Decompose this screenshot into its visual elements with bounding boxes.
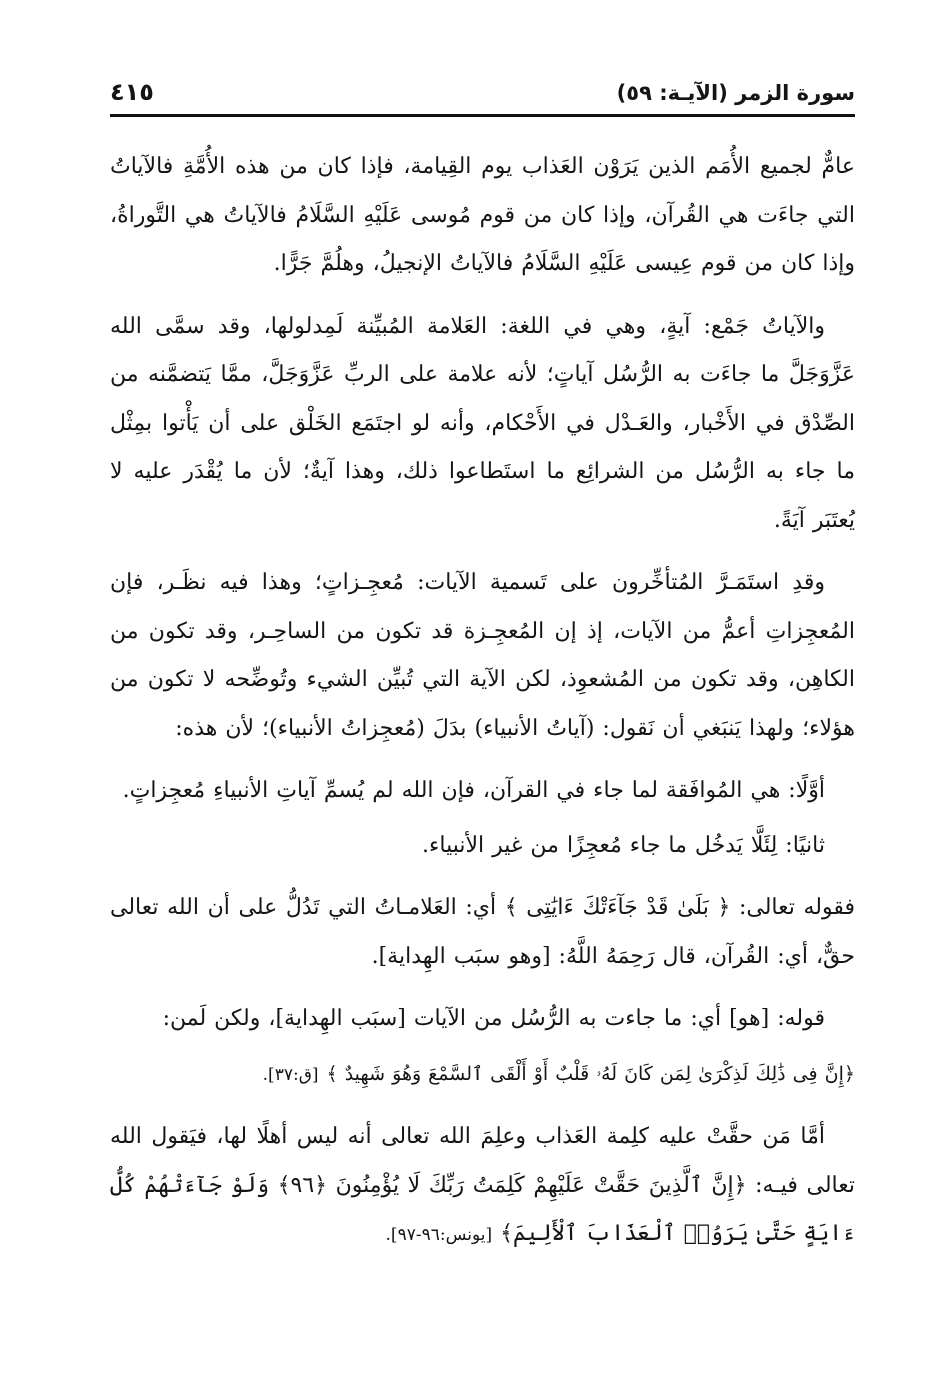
paragraph-last-text: أمَّا مَن حقَّتْ عليه كلِمة العَذاب وعلِمَ الله تعالى أنه ليس أهلًا لها، فيَقول الله تعالى فيـه: ﴿إِنَّ ٱلَّذِينَ حَقَّتْ عَلَيْهِمْ كَلِمَتُ رَبِّكَ لَا يُؤْمِنُونَ ﴿٩٦﴾ وَلَوْ جَآءَتْهُمْ كُلُّ ءَايَةٍ حَتَّىٰ يَرَوُا۟ ٱلْعَذَابَ ٱلْأَلِيمَ﴾: [110, 1124, 855, 1246]
surah-title: سورة الزمر (الآيـة: ٥٩): [616, 81, 855, 105]
paragraph-guidance: قوله: [هو] أي: ما جاءت به الرُّسُل من الآيات [سبَب الهِداية]، ولكن لَمن:: [162, 1006, 825, 1031]
paragraph-verse-explanation: فقوله تعالى: ﴿ بَلَىٰ قَدْ جَآءَتْكَ ءَايَٰتِى ﴾ أي: العَلامـاتُ التي تَدُلُّ على أن الله تعالى حقٌّ، أي: القُرآن، قال رَحِمَهُ اللَّهُ: [وهو سبَب الهِداية].: [110, 895, 855, 969]
quran-verse-qaf: ﴿إِنَّ فِى ذَٰلِكَ لَذِكْرَىٰ لِمَن كَانَ لَهُۥ قَلْبٌ أَوْ أَلْقَى ٱلسَّمْعَ وَهُوَ شَهِيدٌ ﴾: [326, 1062, 855, 1085]
paragraph-first-point: أوَّلًا: هي المُوافَقة لما جاء في القرآن، فإن الله لم يُسمِّ آياتِ الأنبياءِ مُعجِزاتٍ.: [122, 778, 825, 803]
running-header: [110, 78, 855, 112]
verse-reference-qaf: [ق:٣٧].: [262, 1064, 319, 1085]
paragraph-1: عامٌّ لجميع الأُمَم الذين يَرَوْن العَذاب يوم القِيامة، فإذا كان من هذه الأُمَّةِ فالآياتُ التي جاءَت هي القُرآن، وإذا كان من قوم مُوسى عَلَيْهِ السَّلَامُ فالآياتُ هي التَّوراةُ، وإذا كان من قوم عِيسى عَلَيْهِ السَّلَامُ فالآياتُ الإنجيلُ، وهلُمَّ جَرًّا.: [110, 154, 855, 276]
quran-quote-qaf: [110, 1050, 855, 1100]
page-number: ٤١٥: [110, 78, 154, 106]
paragraph-2: والآياتُ جَمْع: آيةٍ، وهي في اللغة: العَلامة المُبيِّنة لَمِدلولها، وقد سمَّى الله عَزَّوَجَلَّ ما جاءَت به الرُّسُل آياتٍ؛ لأنه علامة على الربِّ عَزَّوَجَلَّ، ممَّا يَتضمَّنه من الصِّدْق في الأَخْبار، والعَـدْل في الأَحْكام، وأنه لو اجتَمَع الخَلْق على أن يَأْتوا بمِثْل ما جاء به الرُّسُل من الشرائِع ما استَطاعوا ذلك، وهذا آيةٌ؛ لأن ما يُقْدَر عليه لا يُعتَبَر آيَةً.: [110, 313, 855, 533]
page-body: [110, 143, 855, 1260]
verse-reference-yunus: [يونس:٩٦-٩٧].: [385, 1225, 493, 1245]
paragraph-last: [110, 1113, 855, 1260]
paragraph-second-point: ثانيًا: لِئَلَّا يَدخُل ما جاء مُعجِزًا من غير الأنبياء.: [422, 832, 825, 858]
book-page: [110, 78, 855, 1274]
paragraph-3: وقدِ استَمَـرَّ المُتأخِّرون على تَسمية الآيات: مُعجِـزاتٍ؛ وهذا فيه نظَـر، فإن المُعجِزاتِ أعمُّ من الآيات، إذ إن المُعجِـزة قد تكون من الساحِـر، وقد تكون من الكاهِن، وقد تكون من المُشعوِذ، لكن الآية التي تُبيِّن الشيء وتُوضِّحه لا تكون من هؤلاء؛ ولهذا يَنبَغي أن نَقول: (آياتُ الأنبياء) بدَلَ (مُعجِزاتُ الأنبياء)؛ لأن هذه:: [110, 570, 855, 741]
header-rule: [110, 114, 855, 117]
